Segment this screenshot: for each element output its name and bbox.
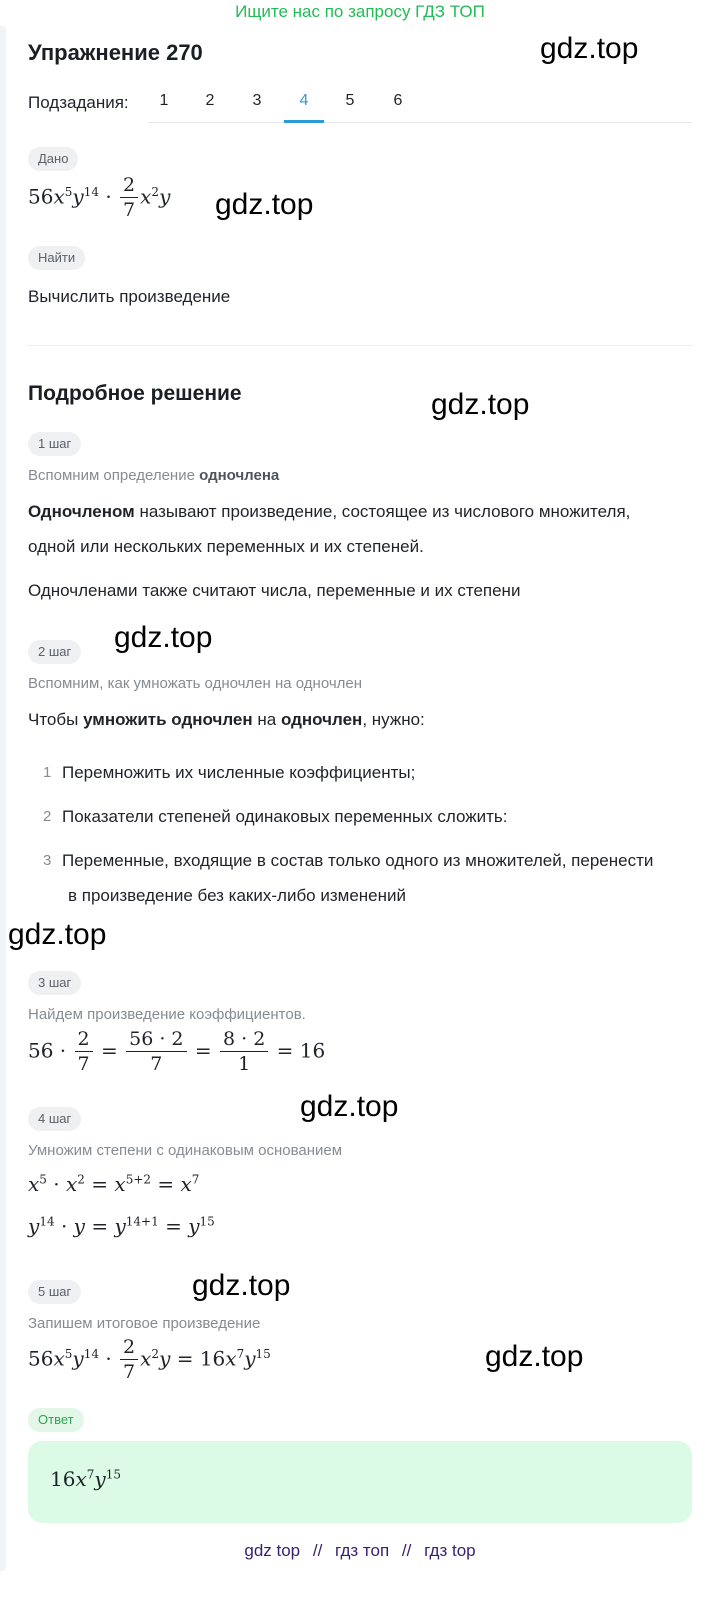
subtasks-label: Подзадания: [28,93,129,112]
step-1-hint: Вспомним определение одночлена [28,467,280,484]
step-3-chip: 3 шаг [28,971,81,995]
list-item-text-line2: в произведение без каких-либо изменений [68,886,407,905]
list-item-number: 3 [43,852,52,869]
answer-chip: Ответ [28,1408,84,1432]
list-item-text: Показатели степеней одинаковых переменных сложить: [62,807,508,826]
given-expression: $56x^5y^{14}$ · $\frac{2}{7}$ $x^2y$ [28,174,171,221]
left-border [0,26,6,1571]
watermark: gdz.top [8,918,107,951]
find-text: Вычислить произведение [28,287,231,306]
step-1-definition: Одночленом называют произведение, состоящее из числового множителя, [28,502,631,521]
step-2-chip: 2 шаг [28,640,81,664]
step-1-note: Одночленами также считают числа, переменные и их степени [28,581,521,600]
step-4-expression-y: $y^{14} \cdot y = y^{14+1} = y^{15}$ [28,1214,215,1238]
step-1-chip: 1 шаг [28,432,81,456]
exercise-title: Упражнение 270 [28,40,203,65]
subtask-tab-4[interactable]: 4 [299,92,309,109]
subtask-tab-1[interactable]: 1 [159,92,169,109]
active-tab-indicator [284,120,324,123]
step-2-lead: Чтобы умножить одночлен на одночлен, нужно: [28,710,425,729]
step-5-chip: 5 шаг [28,1280,81,1304]
solution-title: Подробное решение [28,382,242,405]
footer-link-gdz-top-mixed[interactable]: гдз top [424,1541,476,1560]
tabs-baseline [148,122,692,123]
step-4-chip: 4 шаг [28,1107,81,1131]
subtask-tab-6[interactable]: 6 [393,92,403,109]
footer-link-gdz-top-ru[interactable]: гдз топ [335,1541,390,1560]
given-chip: Дано [28,147,78,171]
step-5-expression: $56x^5y^{14}$ · $\frac{2}{7}$ $x^2y = 16x^7y^{15}$ [28,1336,271,1383]
subtask-tab-5[interactable]: 5 [345,92,355,109]
answer-box [28,1441,692,1523]
list-item-number: 1 [43,764,52,781]
watermark: gdz.top [431,388,530,421]
search-banner[interactable]: Ищите нас по запросу ГДЗ ТОП [235,2,485,21]
find-chip: Найти [28,246,85,270]
subtask-tab-3[interactable]: 3 [252,92,262,109]
watermark: gdz.top [540,32,639,65]
list-item-number: 2 [43,808,52,825]
step-2-hint: Вспомним, как умножать одночлен на одночлен [28,675,363,692]
subtask-tab-2[interactable]: 2 [205,92,215,109]
watermark: gdz.top [300,1090,399,1123]
answer-expression: $16x^7y^{15}$ [50,1467,121,1491]
step-4-expression-x: $x^5 \cdot x^2 = x^{5+2} = x^7$ [28,1172,200,1196]
list-item-text: Переменные, входящие в состав только одного из множителей, перенести [62,851,654,870]
step-3-hint: Найдем произведение коэффициентов. [28,1006,306,1023]
step-1-definition-line2: одной или нескольких переменных и их степеней. [28,537,424,556]
step-4-hint: Умножим степени с одинаковым основанием [28,1142,343,1159]
step-3-expression: 56 · $\frac{2}{7}$ = $\frac{56 \cdot 2}{7}$ = $\frac{8 \cdot 2}{1}$ = 16 [28,1028,326,1075]
footer-separator: // [312,1541,323,1560]
footer-links [0,1541,720,1561]
watermark: gdz.top [485,1340,584,1373]
footer-separator: // [401,1541,412,1560]
step-5-hint: Запишем итоговое произведение [28,1315,261,1332]
watermark: gdz.top [192,1269,291,1302]
watermark: gdz.top [215,188,314,221]
list-item-text: Перемножить их численные коэффициенты; [62,763,416,782]
footer-link-gdz-top[interactable]: gdz top [244,1541,301,1560]
watermark: gdz.top [114,621,213,654]
section-divider [28,345,692,346]
